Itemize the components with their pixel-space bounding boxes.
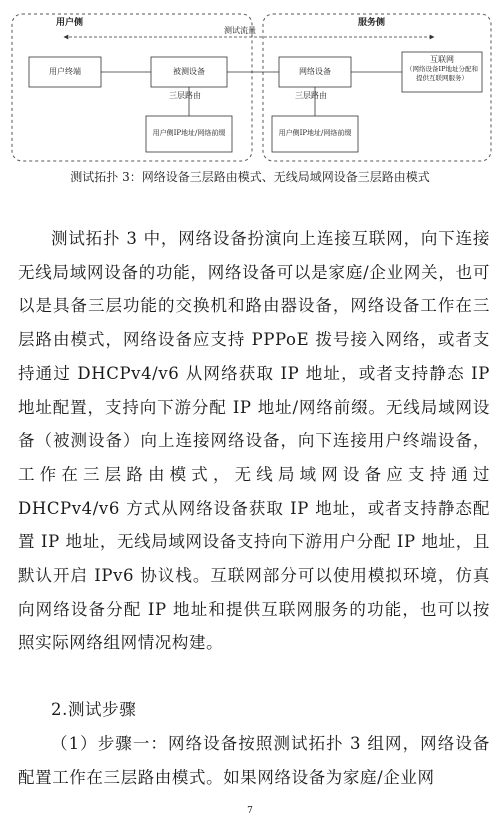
test-traffic-label: 测试流量 <box>224 26 256 35</box>
server-side-label: 服务侧 <box>358 18 386 28</box>
ip-box-left-label: 用户侧IP地址/网络前缀 <box>152 129 226 138</box>
user-side-label: 用户侧 <box>56 18 84 28</box>
internet-desc: （网络设备IP地址分配和提供互联网服务） <box>406 65 478 82</box>
internet-title: 互联网 <box>430 55 454 64</box>
user-terminal-label: 用户终端 <box>49 66 81 76</box>
internet-label-group <box>402 54 482 83</box>
page-number: 7 <box>247 806 253 816</box>
body-paragraph: 测试拓扑 3 中，网络设备扮演向上连接互联网，向下连接无线局域网设备的功能，网络设备可以是家庭/企业网关，也可以是具备三层功能的交换机和路由器设备，网络设备工作在三层路由模式，网络设备应支持 PPPoE 拨号接入网络，或者支持通过 DHCPv4/v6 从网络获取 IP 地址，或者支持静态 IP 地址配置，支持向下游分配 IP 地址/网络前缀。无线局域网设备（被测设备）向上连接网络设备，向下连接用户终端设备，工作在三层路由模式，无线局域网设备应支持通过 DHCPv4/v6 方式从网络设备获取 IP 地址，或者支持静态配置 IP 地址，无线局域网设备支持向下游用户分配 IP 地址，且默认开启 IPv6 协议栈。互联网部分可以使用模拟环境，仿真向网络设备分配 IP 地址和提供互联网服务的功能，也可以按照实际网络组网情况构建。 <box>18 229 490 653</box>
l3-routing-left-label: 三层路由 <box>169 91 201 100</box>
l3-routing-right-label: 三层路由 <box>295 91 327 100</box>
ip-box-right-label: 用户侧IP地址/网络前缀 <box>278 129 352 138</box>
figure-caption: 测试拓扑 3：网络设备三层路由模式、无线局域网设备三层路由模式 <box>70 170 430 184</box>
dut-label: 被测设备 <box>173 66 205 76</box>
step-one-paragraph: （1）步骤一：网络设备按照测试拓扑 3 组网，网络设备配置工作在三层路由模式。如果网络设备为家庭/企业网 <box>18 734 490 787</box>
network-device-label: 网络设备 <box>299 66 331 76</box>
topology-diagram <box>0 0 500 165</box>
section-title: 2.测试步骤 <box>51 700 137 719</box>
